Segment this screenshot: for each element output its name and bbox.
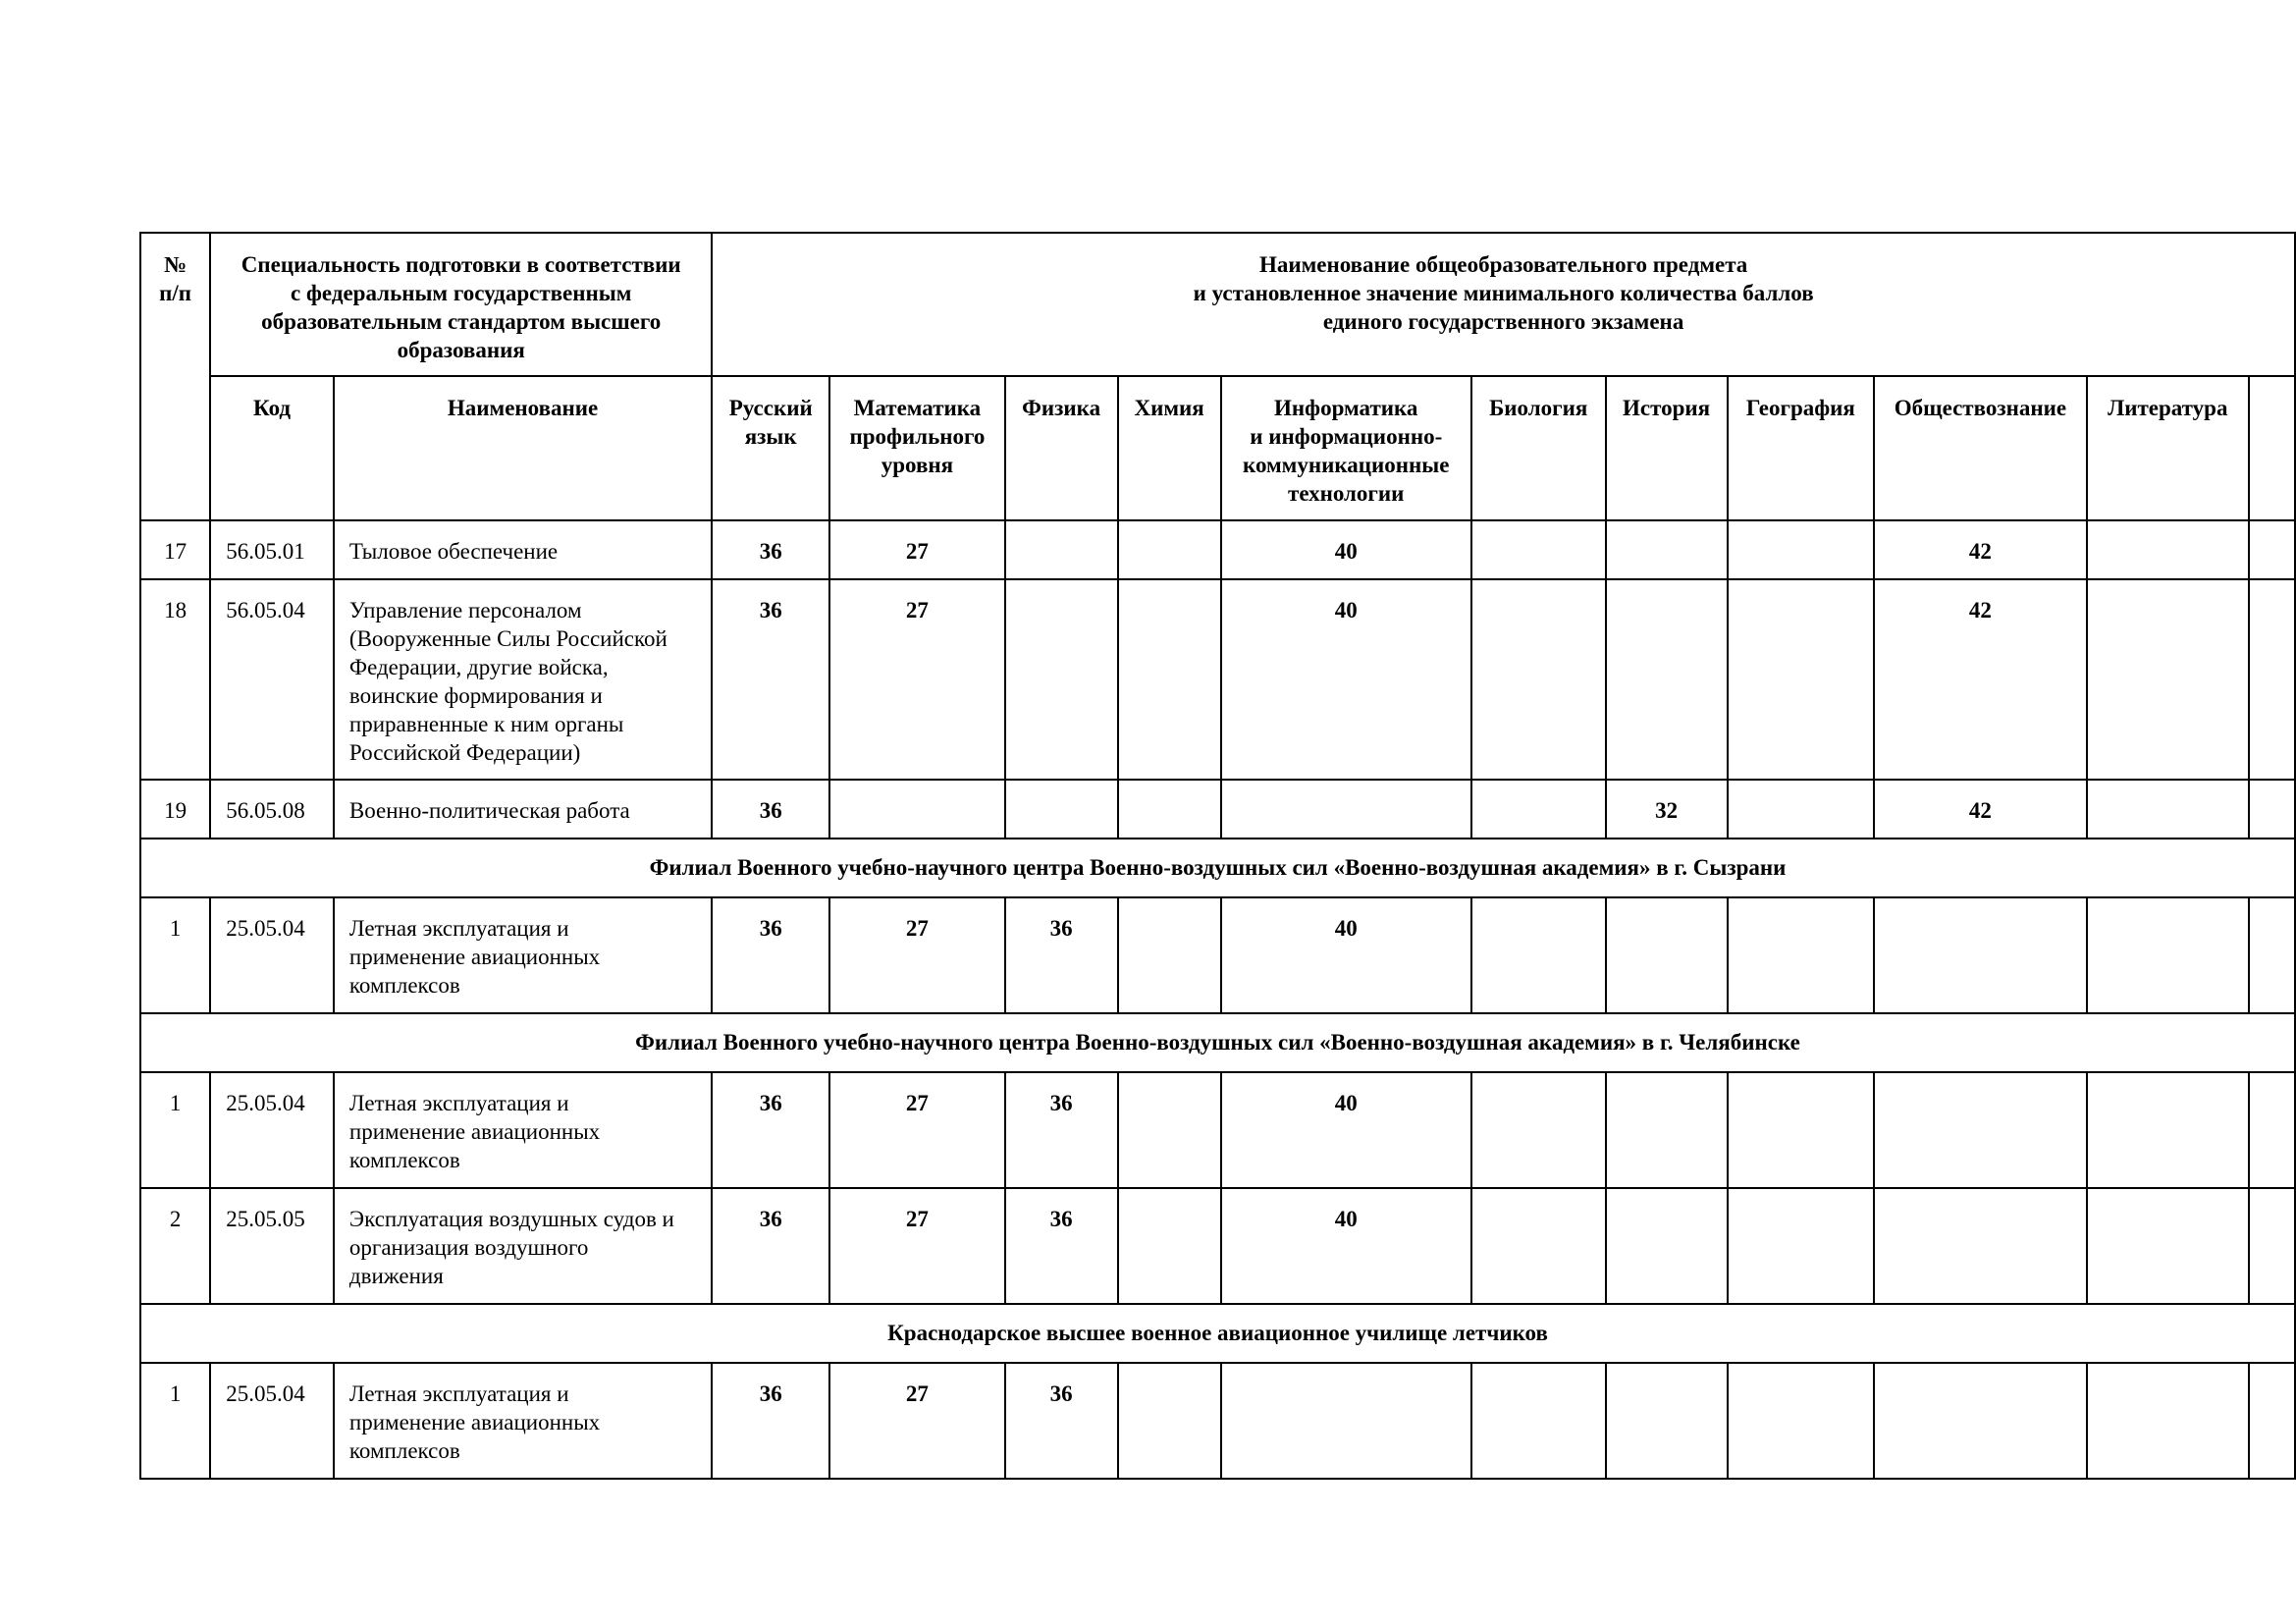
header-subject-cutoff [2249,376,2295,520]
score-history [1606,1363,1728,1479]
score-social-studies: 42 [1874,780,2086,839]
score-history [1606,1188,1728,1304]
score-geography [1728,520,1875,579]
score-math: 27 [829,1188,1004,1304]
score-math [829,780,1004,839]
section-title: Филиал Военного учебно-научного центра Военно-воздушных сил «Военно-воздушная академия» в г. Челябинске [140,1013,2295,1072]
score-math: 27 [829,897,1004,1013]
header-subject-geography: География [1728,376,1875,520]
header-subject-biology: Биология [1471,376,1606,520]
header-row-top [140,233,2295,376]
score-social-studies [1874,1188,2086,1304]
specialty-code: 25.05.04 [210,1072,334,1188]
score-geography [1728,1072,1875,1188]
header-subjects-title: Наименование общеобразовательного предмета и установленное значение минимального количества баллов единого государственного экзамена [712,233,2295,376]
row-number: 2 [140,1188,210,1304]
specialty-name: Летная эксплуатация и применение авиационных комплексов [334,897,712,1013]
score-chemistry [1118,1188,1221,1304]
specialty-code: 25.05.04 [210,1363,334,1479]
score-chemistry [1118,780,1221,839]
score-history: 32 [1606,780,1728,839]
row-number: 19 [140,780,210,839]
score-social-studies [1874,1072,2086,1188]
row-number: 1 [140,1363,210,1479]
score-literature [2087,520,2249,579]
score-physics: 36 [1005,1363,1118,1479]
score-literature [2087,1363,2249,1479]
score-chemistry [1118,1072,1221,1188]
score-physics [1005,780,1118,839]
score-cutoff [2249,780,2295,839]
table-row [140,897,2295,1013]
score-russian: 36 [712,579,829,780]
score-informatics: 40 [1221,579,1471,780]
score-literature [2087,579,2249,780]
table-row [140,579,2295,780]
score-informatics [1221,1363,1471,1479]
header-subject-math: Математика профильного уровня [829,376,1004,520]
header-subject-chemistry: Химия [1118,376,1221,520]
score-russian: 36 [712,1363,829,1479]
section-header-row [140,1304,2295,1363]
score-biology [1471,1363,1606,1479]
score-history [1606,579,1728,780]
score-cutoff [2249,520,2295,579]
table-body [140,520,2295,1479]
header-subject-physics: Физика [1005,376,1118,520]
score-informatics: 40 [1221,520,1471,579]
score-russian: 36 [712,1188,829,1304]
score-literature [2087,780,2249,839]
specialty-code: 25.05.05 [210,1188,334,1304]
score-cutoff [2249,1363,2295,1479]
score-physics [1005,579,1118,780]
header-code: Код [210,376,334,520]
score-physics [1005,520,1118,579]
score-social-studies [1874,897,2086,1013]
score-informatics: 40 [1221,1188,1471,1304]
row-number: 1 [140,1072,210,1188]
specialty-name: Летная эксплуатация и применение авиационных комплексов [334,1363,712,1479]
score-biology [1471,1072,1606,1188]
header-subject-social-studies: Обществознание [1874,376,2086,520]
specialty-name: Эксплуатация воздушных судов и организация воздушного движения [334,1188,712,1304]
score-biology [1471,520,1606,579]
score-russian: 36 [712,780,829,839]
score-geography [1728,1363,1875,1479]
section-header-row [140,1013,2295,1072]
score-informatics: 40 [1221,1072,1471,1188]
specialty-code: 25.05.04 [210,897,334,1013]
score-cutoff [2249,579,2295,780]
score-geography [1728,897,1875,1013]
score-cutoff [2249,1072,2295,1188]
score-chemistry [1118,897,1221,1013]
score-physics: 36 [1005,1188,1118,1304]
score-math: 27 [829,1363,1004,1479]
score-chemistry [1118,1363,1221,1479]
specialty-code: 56.05.04 [210,579,334,780]
score-history [1606,897,1728,1013]
score-geography [1728,780,1875,839]
header-name: Наименование [334,376,712,520]
score-cutoff [2249,1188,2295,1304]
score-chemistry [1118,520,1221,579]
score-geography [1728,579,1875,780]
score-math: 27 [829,579,1004,780]
score-biology [1471,780,1606,839]
specialty-name: Летная эксплуатация и применение авиационных комплексов [334,1072,712,1188]
section-header-row [140,839,2295,897]
score-literature [2087,1188,2249,1304]
specialty-code: 56.05.08 [210,780,334,839]
specialty-name: Тыловое обеспечение [334,520,712,579]
score-biology [1471,579,1606,780]
admission-scores-table [139,232,2296,1480]
score-literature [2087,1072,2249,1188]
row-number: 18 [140,579,210,780]
header-subject-literature: Литература [2087,376,2249,520]
table-row [140,1072,2295,1188]
table-row [140,520,2295,579]
score-physics: 36 [1005,897,1118,1013]
score-history [1606,520,1728,579]
table-row [140,1363,2295,1479]
score-literature [2087,897,2249,1013]
score-social-studies: 42 [1874,520,2086,579]
score-informatics: 40 [1221,897,1471,1013]
header-subject-history: История [1606,376,1728,520]
header-subject-informatics: Информатика и информационно- коммуникационные технологии [1221,376,1471,520]
score-russian: 36 [712,1072,829,1188]
header-subject-russian: Русский язык [712,376,829,520]
score-informatics [1221,780,1471,839]
section-title: Филиал Военного учебно-научного центра Военно-воздушных сил «Военно-воздушная академия» в г. Сызрани [140,839,2295,897]
score-social-studies [1874,1363,2086,1479]
score-chemistry [1118,579,1221,780]
score-physics: 36 [1005,1072,1118,1188]
specialty-name: Военно-политическая работа [334,780,712,839]
header-row-number: № п/п [140,233,210,520]
score-cutoff [2249,897,2295,1013]
row-number: 17 [140,520,210,579]
score-biology [1471,1188,1606,1304]
score-biology [1471,897,1606,1013]
score-social-studies: 42 [1874,579,2086,780]
score-history [1606,1072,1728,1188]
row-number: 1 [140,897,210,1013]
specialty-code: 56.05.01 [210,520,334,579]
header-specialty: Специальность подготовки в соответствии с федеральным государственным образовательным стандартом высшего образования [210,233,712,376]
section-title: Краснодарское высшее военное авиационное училище летчиков [140,1304,2295,1363]
specialty-name: Управление персоналом (Вооруженные Силы Российской Федерации, другие войска, воинские формирования и приравненные к ним органы Российской Федерации) [334,579,712,780]
score-russian: 36 [712,897,829,1013]
table-row [140,780,2295,839]
score-math: 27 [829,520,1004,579]
score-math: 27 [829,1072,1004,1188]
table-row [140,1188,2295,1304]
score-geography [1728,1188,1875,1304]
header-row-sub [140,376,2295,520]
score-russian: 36 [712,520,829,579]
